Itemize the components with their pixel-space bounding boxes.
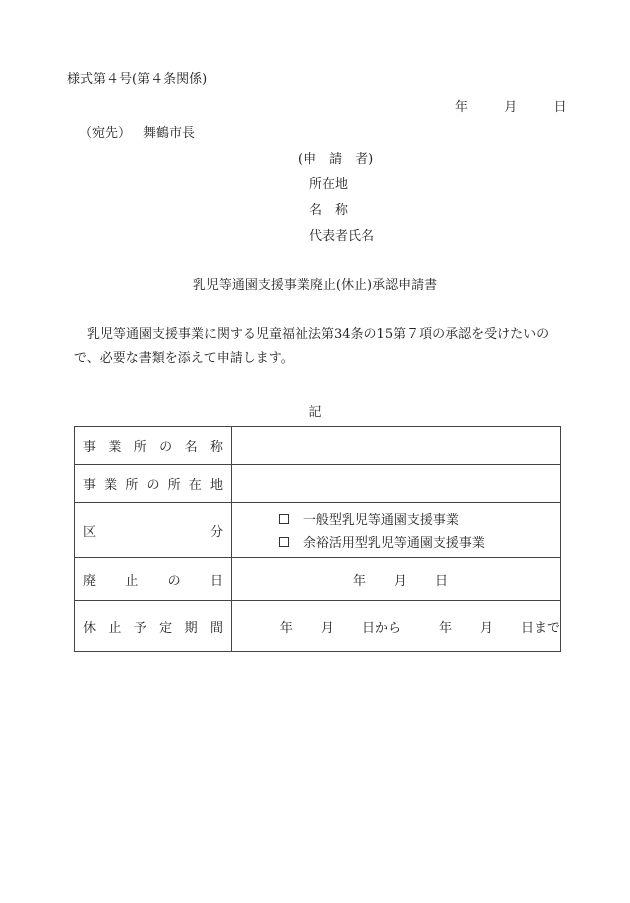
date-day-label: 日 [553, 100, 567, 115]
form-number: 様式第４号(第４条関係) [67, 72, 208, 87]
application-table [74, 426, 561, 652]
table-row [75, 503, 561, 558]
addressee-line [79, 126, 195, 142]
table-row [75, 558, 561, 601]
document-title: 乳児等通園支援事業廃止(休止)承認申請書 [192, 278, 438, 293]
suspension-period-field[interactable]: 年 月 日から 年 月 日まで [231, 601, 560, 652]
applicant-representative-label: 代表者氏名 [309, 229, 375, 244]
category-option-general[interactable]: 一般型乳児等通園支援事業 [232, 507, 560, 530]
row-label-suspension-period: 休 止 予 定 期 間 [75, 601, 232, 652]
ki-heading: 記 [308, 405, 322, 420]
checkbox-icon[interactable] [279, 514, 289, 524]
submission-date [455, 100, 567, 116]
table-row [75, 601, 561, 652]
applicant-address-label: 所在地 [309, 177, 349, 192]
category-options [231, 503, 560, 558]
table-row [75, 465, 561, 503]
abolition-date-field[interactable]: 年 月 日 [231, 558, 560, 601]
date-year-label: 年 [455, 100, 469, 115]
statement-line-1: 乳児等通園支援事業に関する児童福祉法第34条の15第７項の承認を受けたいの [87, 327, 550, 342]
applicant-name-label: 名 称 [309, 203, 349, 218]
applicant-heading: (申 請 者) [298, 152, 374, 167]
addressee-label: （宛先） [79, 126, 132, 141]
checkbox-icon[interactable] [279, 537, 289, 547]
table-row [75, 427, 561, 465]
facility-name-field[interactable] [231, 427, 560, 465]
request-statement [74, 323, 566, 371]
date-month-label: 月 [504, 100, 518, 115]
category-option-surplus[interactable]: 余裕活用型乳児等通園支援事業 [232, 530, 560, 553]
row-label-category: 区 分 [75, 503, 232, 558]
statement-line-2: で、必要な書類を添えて申請します。 [74, 351, 294, 366]
row-label-abolition-date: 廃 止 の 日 [75, 558, 232, 601]
row-label-facility-name: 事 業 所 の 名 称 [75, 427, 232, 465]
addressee: 舞鶴市長 [143, 126, 196, 141]
facility-address-field[interactable] [231, 465, 560, 503]
row-label-facility-address: 事 業 所 の 所 在 地 [75, 465, 232, 503]
